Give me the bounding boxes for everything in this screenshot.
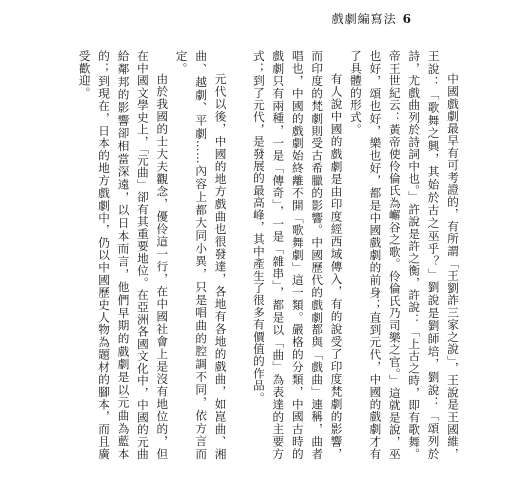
paragraph-origins: 中國戲劇最早有可考證的，有所謂「王劉詐三家之說」，王說是王國維，王說：「歌舞之興，其始於古之巫乎？」劉說是劉師培，劉說：「頌列於詩，尤戲曲列於詩詞中也。」許說是許之衡，許說：「上古之時，即有歌舞。帝王世紀云：黃帝使伶倫氏為嶰谷之歌。伶倫氏乃司樂之官。」這就是說，巫也好，頌也好，樂也好，都是中國戲劇的前身；直到元代，中國的戲劇才有了具體的形式。 [348, 50, 460, 460]
body-text [32, 50, 462, 460]
paragraph-influences: 有人說中國的戲劇是由印度經西域傳入，有的說受了印度梵劇的影響，而印度的梵劇則受古希臘的影響。中國歷代的戲劇都與「戲曲」連稱，曲者唱也，中國的戲劇始終離不開「歌舞劇」這一類。嚴格的分類，中國古時的戲劇只有兩種，一是「傳奇」，一是「雜串」，都是以「曲」為表達的主要方式；到了元代，是發展的最高峰，其中產生了很多有價值的作品。 [251, 50, 344, 460]
page-number: 6 [402, 12, 412, 26]
paragraph-yuan-drama: 由於我國的士大夫觀念，優伶這一行，在中國社會上是沒有地位的，但在中國文學史上，「元曲」卻有其重要地位。在亞洲各國文化中，中國的元曲給鄰邦的影響卻相當深遠，以日本而言，他們早期的戲劇是以元曲為藍本的；到現在，日本的地方戲劇中，仍以中國歷史人物為題材的腳本，而且廣受歡迎。 [77, 50, 170, 460]
paragraph-local-opera: 元代以後，中國的地方戲曲也很發達，各地有各地的戲曲，如崑曲、湘曲、越劇、平劇……內容上都大同小異，只是唱曲的腔調不同，依方言而定。 [174, 50, 228, 460]
paragraph-gap [230, 50, 249, 460]
running-head-title: 戲劇編寫法 [331, 12, 397, 26]
running-head [332, 10, 412, 27]
